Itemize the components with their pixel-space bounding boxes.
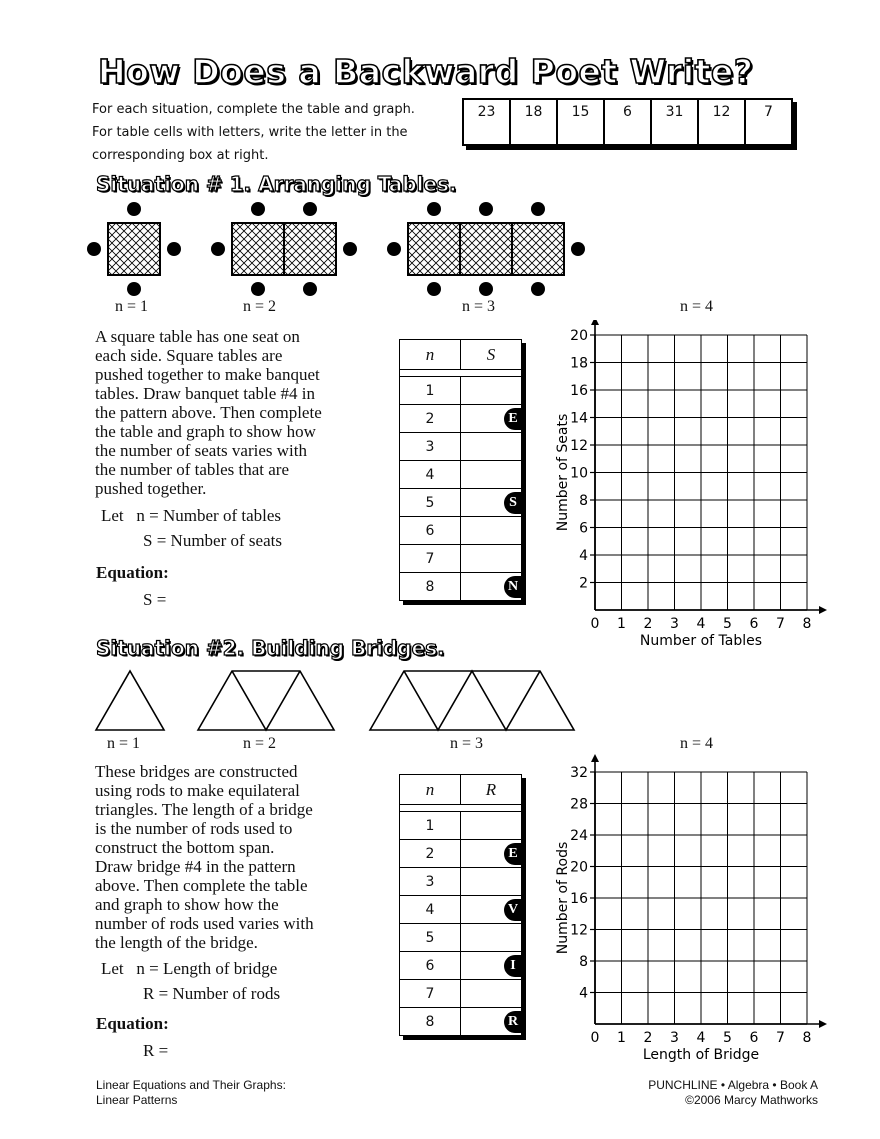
equation-label: Equation:	[96, 563, 169, 582]
x-tick-label: 5	[723, 616, 732, 632]
code-box[interactable]: 15	[557, 99, 604, 145]
answer-cell[interactable]	[461, 952, 522, 980]
instruction-line: corresponding box at right.	[92, 148, 269, 163]
x-tick-label: 1	[617, 616, 626, 632]
x-tick-label: 4	[696, 616, 706, 632]
text-line: These bridges are constructed	[95, 762, 298, 781]
letter-tab: V	[504, 899, 522, 921]
rods-table	[399, 774, 522, 1036]
tables-pattern-diagram	[80, 195, 600, 305]
footer-text: PUNCHLINE • Algebra • Book A	[648, 1078, 818, 1092]
x-tick-label: 2	[643, 1030, 653, 1046]
x-tick-label: 8	[802, 1030, 812, 1046]
y-tick-label: 8	[579, 493, 588, 509]
letter-tab: E	[504, 843, 522, 865]
column-header: S	[461, 340, 522, 370]
answer-cell[interactable]	[461, 405, 522, 433]
n-label: n = 3	[462, 298, 496, 315]
y-tick-label: 14	[570, 410, 588, 427]
seats-table	[399, 339, 522, 601]
text-line: using rods to make equilateral	[95, 781, 300, 800]
x-tick-label: 7	[776, 616, 785, 632]
instructions	[92, 98, 452, 167]
code-box[interactable]: 23	[463, 99, 510, 145]
answer-cell[interactable]	[461, 840, 522, 868]
y-tick-label: 6	[579, 520, 588, 537]
instruction-line: For table cells with letters, write the letter in the	[92, 125, 408, 140]
text-line: pushed together.	[95, 479, 207, 498]
banquet-table-2	[211, 202, 357, 296]
footer-left	[96, 1078, 286, 1108]
text-line: tables. Draw banquet table #4 in	[95, 384, 315, 403]
answer-cell[interactable]	[461, 461, 522, 489]
seats-graph[interactable]	[545, 320, 840, 650]
answer-code-boxes	[462, 98, 793, 146]
y-tick-label: 32	[570, 765, 588, 781]
table-row: 8 R	[400, 1008, 522, 1036]
rods-graph[interactable]	[545, 752, 840, 1070]
variable-definition-s: S = Number of seats	[143, 531, 282, 550]
y-tick-label: 4	[579, 985, 588, 1002]
text-line: Draw bridge #4 in the pattern	[95, 857, 296, 876]
y-tick-label: 10	[570, 465, 588, 482]
letter-tab: E	[504, 408, 522, 430]
equation-input[interactable]: R =	[143, 1041, 169, 1060]
n-label: n = 2	[243, 298, 277, 315]
situation1-heading: Situation # 1. Arranging Tables.	[96, 172, 457, 196]
text-line: the table and graph to show how	[95, 422, 316, 441]
code-box[interactable]: 31	[651, 99, 698, 145]
bridges-pattern-diagram	[90, 665, 580, 735]
table-row: 2 E	[400, 405, 522, 433]
text-line: the number of seats varies with	[95, 441, 307, 460]
text-line: and graph to show how the	[95, 895, 279, 914]
bridge-1	[96, 671, 164, 730]
column-header: n	[400, 340, 461, 370]
x-tick-label: 8	[802, 616, 812, 632]
table-row: 1	[400, 812, 522, 840]
y-tick-label: 8	[579, 954, 588, 970]
bridge-2	[198, 671, 334, 730]
text-line: number of rods used varies with	[95, 914, 314, 933]
y-tick-label: 12	[570, 922, 588, 939]
column-header: n	[400, 775, 461, 805]
variable-definition-n: Let n = Number of tables	[101, 506, 282, 525]
y-tick-label: 24	[570, 828, 588, 844]
text-line: above. Then complete the table	[95, 876, 308, 895]
y-tick-label: 16	[570, 891, 588, 907]
x-tick-label: 4	[696, 1030, 706, 1046]
y-tick-label: 18	[570, 355, 588, 372]
answer-cell[interactable]	[461, 868, 522, 896]
equation-label: Equation:	[96, 1014, 169, 1033]
y-axis-arrow	[591, 754, 599, 762]
y-axis-label: Number of Seats	[555, 413, 571, 532]
footer-text: ©2006 Marcy Mathworks	[685, 1093, 818, 1107]
text-line: pushed together to make banquet	[95, 365, 320, 384]
letter-tab: N	[504, 576, 522, 598]
letter-tab: R	[504, 1011, 522, 1033]
text-line: A square table has one seat on	[95, 327, 300, 346]
n-label: n = 1	[107, 735, 141, 752]
n-label: n = 2	[243, 735, 277, 752]
table-row: 2 E	[400, 840, 522, 868]
y-tick-label: 28	[570, 796, 588, 813]
answer-cell[interactable]	[461, 896, 522, 924]
table-row: 5	[400, 924, 522, 952]
bridge-3	[370, 671, 574, 730]
variable-definition-r: R = Number of rods	[143, 984, 281, 1003]
answer-cell[interactable]	[461, 573, 522, 601]
instruction-line: For each situation, complete the table and graph.	[92, 102, 415, 117]
x-axis-label: Length of Bridge	[642, 1047, 760, 1063]
answer-cell[interactable]	[461, 924, 522, 952]
x-tick-label: 0	[590, 616, 600, 632]
table-row: 7	[400, 545, 522, 573]
variable-definition-n: Let n = Length of bridge	[101, 959, 278, 978]
footer-text: Linear Patterns	[96, 1093, 178, 1107]
table-row: 3	[400, 868, 522, 896]
answer-cell[interactable]	[461, 545, 522, 573]
situation2-description	[95, 762, 390, 952]
code-box[interactable]: 18	[510, 99, 557, 145]
table-row: 7	[400, 980, 522, 1008]
n-label: n = 4	[680, 298, 714, 315]
x-tick-label: 0	[590, 1030, 600, 1046]
y-tick-label: 16	[570, 383, 588, 399]
y-tick-label: 20	[570, 328, 588, 344]
x-tick-label: 6	[749, 1030, 759, 1046]
situation1-description	[95, 327, 390, 498]
y-tick-label: 20	[570, 859, 588, 876]
table-row: 1	[400, 377, 522, 405]
x-axis-arrow	[819, 606, 827, 614]
table-row: 3	[400, 433, 522, 461]
table-row: 5 S	[400, 489, 522, 517]
letter-tab: S	[504, 492, 522, 514]
n-label: n = 1	[115, 298, 149, 315]
code-box[interactable]: 12	[698, 99, 745, 145]
text-line: each side. Square tables are	[95, 346, 283, 365]
x-tick-label: 3	[670, 1030, 679, 1046]
n-label: n = 3	[450, 735, 484, 752]
text-line: the pattern above. Then complete	[95, 403, 322, 422]
column-header: R	[461, 775, 522, 805]
x-tick-label: 6	[749, 616, 759, 632]
x-tick-label: 7	[776, 1030, 785, 1046]
x-tick-label: 1	[617, 1030, 626, 1046]
text-line: construct the bottom span.	[95, 838, 275, 857]
y-tick-label: 4	[579, 548, 588, 564]
x-tick-label: 5	[723, 1030, 732, 1046]
y-tick-label: 12	[570, 438, 588, 454]
answer-cell[interactable]	[461, 980, 522, 1008]
x-tick-label: 3	[670, 616, 679, 632]
x-axis-arrow	[819, 1020, 827, 1028]
table-row: 4	[400, 461, 522, 489]
x-axis-label: Number of Tables	[639, 633, 763, 649]
table-row: 6	[400, 517, 522, 545]
text-line: is the number of rods used to	[95, 819, 293, 838]
n-label: n = 4	[680, 735, 714, 752]
answer-cell[interactable]	[461, 377, 522, 405]
code-box[interactable]: 7	[745, 99, 792, 145]
answer-cell[interactable]	[461, 517, 522, 545]
situation2-heading: Situation #2. Building Bridges.	[96, 636, 445, 660]
table-row: 8 N	[400, 573, 522, 601]
banquet-table-1	[87, 202, 181, 296]
answer-cell[interactable]	[461, 489, 522, 517]
footer-text: Linear Equations and Their Graphs:	[96, 1078, 286, 1092]
y-axis-label: Number of Rods	[555, 841, 571, 955]
code-box[interactable]: 6	[604, 99, 651, 145]
equation-input[interactable]: S =	[143, 590, 167, 609]
x-tick-label: 2	[643, 616, 653, 632]
table-row: 6 I	[400, 952, 522, 980]
answer-cell[interactable]	[461, 812, 522, 840]
answer-cell[interactable]	[461, 1008, 522, 1036]
text-line: triangles. The length of a bridge	[95, 800, 313, 819]
text-line: the length of the bridge.	[95, 933, 258, 952]
table-row: 4 V	[400, 896, 522, 924]
answer-cell[interactable]	[461, 433, 522, 461]
letter-tab: I	[504, 955, 522, 977]
y-tick-label: 2	[579, 575, 588, 592]
footer-right	[648, 1078, 818, 1108]
text-line: the number of tables that are	[95, 460, 290, 479]
y-axis-arrow	[591, 320, 599, 325]
banquet-table-3	[387, 202, 585, 296]
page-title: How Does a Backward Poet Write?	[98, 52, 754, 91]
